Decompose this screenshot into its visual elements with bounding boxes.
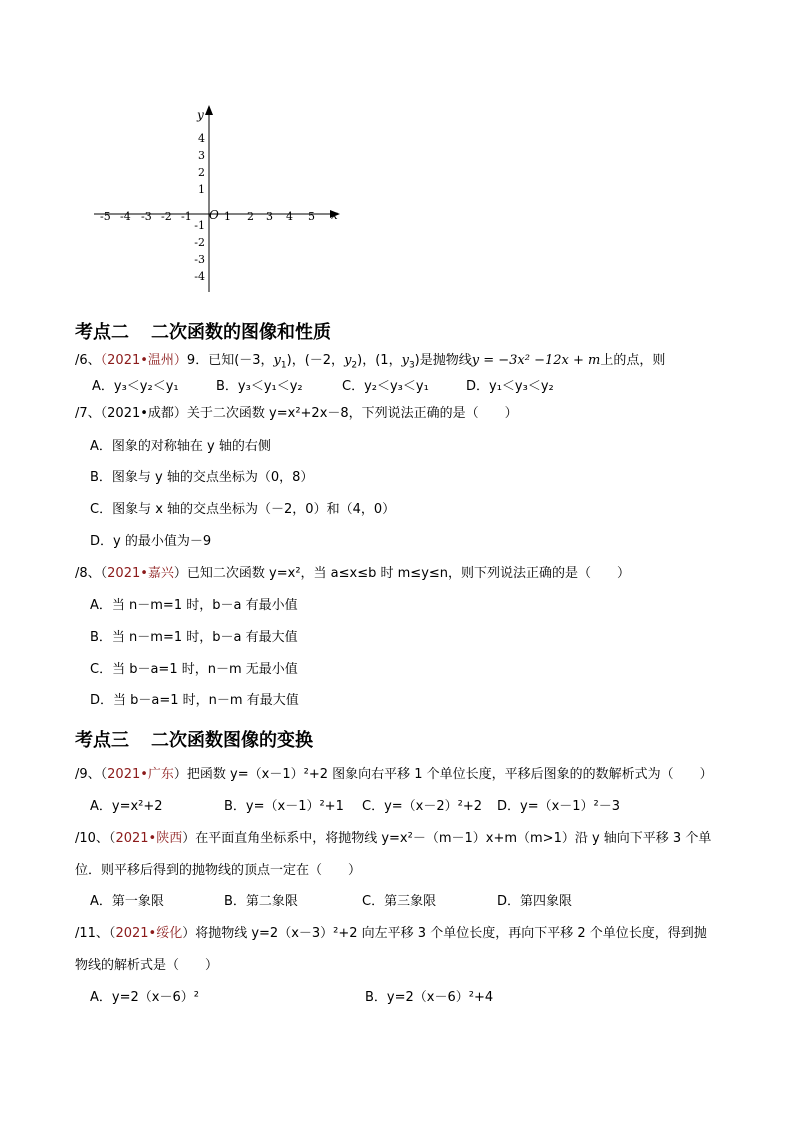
question-source: 2021•绥化 (115, 926, 183, 941)
x-tick: -2 (161, 210, 172, 223)
subscript: 1 (280, 360, 287, 371)
question-source: 2021•广东 (107, 767, 174, 782)
x-tick: -1 (181, 210, 192, 223)
question-6 (75, 352, 665, 375)
y-axis-label: y (197, 108, 204, 122)
x-tick: 5 (308, 210, 315, 223)
section-title: 二次函数图像的变换 (151, 730, 313, 751)
option: C．y=（x－2）²+2 (362, 799, 483, 814)
x-tick: -5 (100, 210, 111, 223)
question-9 (75, 766, 713, 784)
option: A．当 n－m=1 时，b－a 有最小值 (90, 598, 298, 613)
y-axis-arrow (205, 105, 213, 115)
subscript: 2 (351, 360, 358, 371)
question-number: /11、（ (75, 926, 116, 941)
y-tick: 3 (198, 149, 205, 162)
question-11-continued: 物线的解析式是（ ） (75, 958, 219, 973)
x-tick: -3 (141, 210, 152, 223)
option: C．y₂＜y₃＜y₁ (342, 379, 429, 394)
question-stem: )，(－2， (286, 353, 345, 368)
section-label: 考点二 (75, 322, 129, 343)
question-number: /9、（ (75, 767, 108, 782)
var-y: y (273, 353, 281, 368)
question-10 (75, 830, 711, 848)
x-tick-labels (100, 210, 315, 223)
question-text: ）将抛物线 y=2（x－3）²+2 向左平移 3 个单位长度，再向下平移 2 个单位长度，得到抛 (182, 926, 707, 941)
question-source: 2021•嘉兴 (107, 566, 174, 581)
question-11 (75, 925, 707, 943)
question-7: /7、（2021•成都）关于二次函数 y=x²+2x－8，下列说法正确的是（ ） (75, 406, 518, 421)
var-y: y (344, 353, 352, 368)
y-tick: -3 (194, 253, 205, 266)
formula: y = −3x² −12x + m (471, 353, 601, 368)
option: B．第二象限 (224, 894, 298, 909)
question-text: ）已知二次函数 y=x²，当 a≤x≤b 时 m≤y≤n，则下列说法正确的是（ ） (173, 566, 631, 581)
y-tick: 1 (198, 183, 205, 196)
option: A．图象的对称轴在 y 轴的右侧 (90, 439, 271, 454)
y-tick: 2 (198, 166, 205, 179)
option: D．当 b－a=1 时，n－m 有最大值 (90, 693, 299, 708)
option: C．当 b－a=1 时，n－m 无最小值 (90, 662, 298, 677)
option: B．y=2（x－6）²+4 (365, 990, 494, 1005)
y-tick: 4 (198, 132, 205, 145)
option: C．第三象限 (362, 894, 437, 909)
y-tick: -1 (194, 219, 205, 232)
option: D．第四象限 (497, 894, 573, 909)
x-tick: 1 (224, 210, 231, 223)
question-number: /8、（ (75, 566, 108, 581)
x-tick: 2 (247, 210, 254, 223)
question-stem: )，(1， (357, 353, 402, 368)
question-stem: 上的点，则 (600, 353, 666, 368)
question-source: 2021•陕西 (115, 831, 183, 846)
option: D．y₁＜y₃＜y₂ (466, 379, 554, 394)
x-tick: 4 (286, 210, 293, 223)
option: A．y₃＜y₂＜y₁ (92, 379, 179, 394)
origin-label: O (209, 208, 219, 222)
x-axis-label: x (331, 208, 338, 222)
option: B．图象与 y 轴的交点坐标为（0，8） (90, 470, 314, 485)
question-number: /6、 (75, 353, 101, 368)
option: A．第一象限 (90, 894, 164, 909)
question-text: ）在平面直角坐标系中，将抛物线 y=x²－（m－1）x+m（m>1）沿 y 轴向下平移 3 个单 (182, 831, 712, 846)
question-source: （2021•温州） (100, 353, 187, 368)
subscript: 3 (408, 360, 415, 371)
section-label: 考点三 (75, 730, 129, 751)
x-tick: -4 (120, 210, 131, 223)
option: D．y 的最小值为－9 (90, 534, 212, 549)
y-tick: -2 (194, 236, 205, 249)
question-number: /10、（ (75, 831, 116, 846)
section-heading (75, 318, 331, 344)
section-heading (75, 726, 313, 752)
option: C．图象与 x 轴的交点坐标为（－2，0）和（4，0） (90, 502, 396, 517)
option: A．y=x²+2 (90, 799, 163, 814)
question-stem: 9．已知(－3， (186, 353, 274, 368)
coordinate-plane (88, 100, 348, 300)
option: B．当 n－m=1 时，b－a 有最大值 (90, 630, 298, 645)
option: B．y₃＜y₁＜y₂ (216, 379, 303, 394)
var-y: y (401, 353, 409, 368)
question-10-continued: 位．则平移后得到的抛物线的顶点一定在（ ） (75, 863, 362, 878)
question-8 (75, 565, 630, 583)
y-tick: -4 (194, 270, 205, 283)
option: D．y=（x－1）²－3 (497, 799, 621, 814)
question-text: ）把函数 y=（x－1）²+2 图象向右平移 1 个单位长度，平移后图象的的数解析式为（ ） (173, 767, 713, 782)
section-title: 二次函数的图像和性质 (151, 322, 331, 343)
question-stem: )是抛物线 (414, 353, 472, 368)
x-tick: 3 (266, 210, 273, 223)
option: A．y=2（x－6）² (90, 990, 199, 1005)
option: B．y=（x－1）²+1 (224, 799, 344, 814)
y-tick-labels (194, 132, 205, 283)
